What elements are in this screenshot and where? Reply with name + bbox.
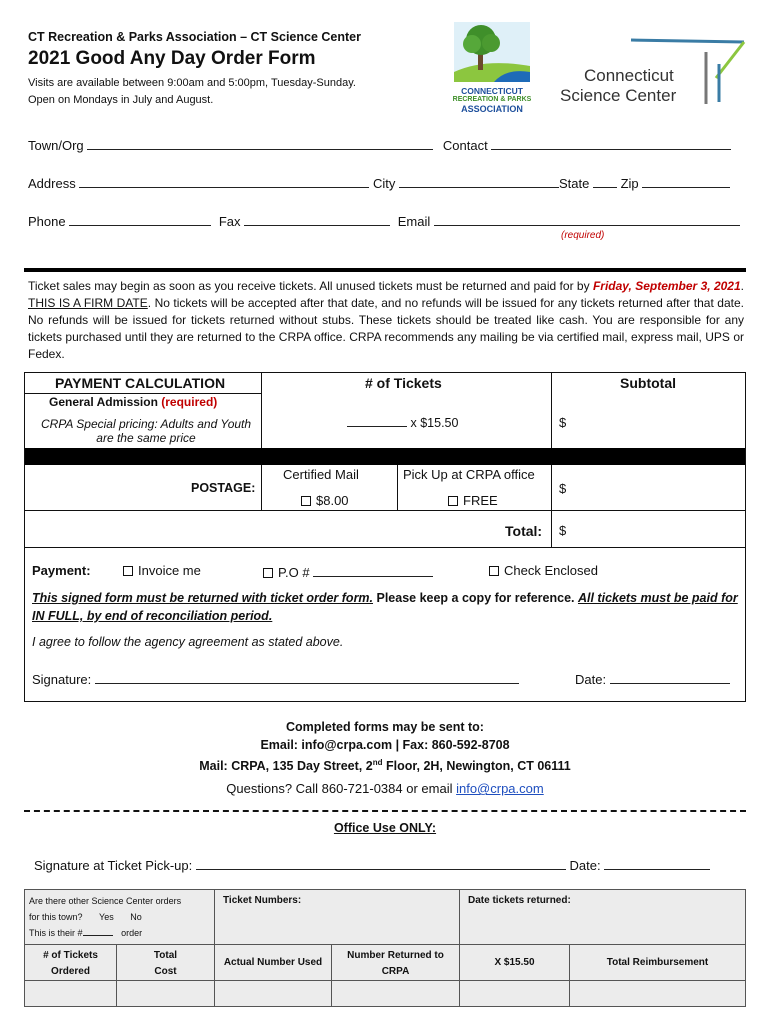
crpa-logo-tree-icon — [444, 22, 540, 84]
office-total-reimb-cell — [570, 945, 746, 981]
send-mail — [0, 754, 770, 775]
send-mail-sup: nd — [372, 758, 383, 767]
office-num-tickets: # of Tickets — [43, 950, 98, 961]
office-table — [24, 889, 746, 1007]
office-total-reimbursement: Total Reimbursement — [606, 957, 709, 968]
po-option[interactable] — [263, 563, 433, 580]
postage-subtotal[interactable]: $ — [559, 481, 567, 496]
fax-input[interactable] — [244, 212, 390, 226]
office-entry-used[interactable] — [215, 981, 332, 1007]
questions-text: Questions? Call 860-721-0384 or email — [226, 781, 457, 797]
general-admission-label — [49, 395, 217, 409]
contact-label: Contact — [442, 138, 488, 153]
pickup-label: Pick Up at CRPA office — [403, 467, 535, 482]
signature-label: Signature: — [32, 672, 92, 687]
city-input[interactable] — [399, 174, 559, 188]
questions-line — [0, 780, 770, 798]
section-divider — [24, 268, 746, 272]
send-mail-street: Mail: CRPA, 135 Day Street, 2 — [199, 759, 373, 774]
address-input[interactable] — [79, 174, 369, 188]
notice-paragraph — [28, 278, 744, 363]
office-date-returned-cell[interactable] — [460, 890, 746, 945]
check-checkbox[interactable] — [489, 566, 499, 576]
total-label: Total: — [505, 523, 543, 539]
terms-paragraph — [32, 589, 738, 625]
crpa-logo-line1: CONNECTICUT — [461, 86, 523, 96]
date-row — [575, 670, 730, 687]
notice-text-2: . — [740, 279, 744, 293]
office-total-cost-cell — [117, 945, 215, 981]
ticket-qty-input[interactable] — [347, 415, 407, 427]
col-payment-calculation: PAYMENT CALCULATION — [55, 375, 226, 391]
signature-input[interactable] — [95, 670, 519, 684]
csc-logo-line1: Connecticut — [584, 66, 674, 85]
certified-mail-label: Certified Mail — [283, 467, 359, 482]
certified-mail-option[interactable] — [301, 493, 349, 508]
office-date-input[interactable] — [604, 856, 710, 870]
state-label: State — [558, 176, 590, 191]
terms-paid-in-full: All tickets must be paid for IN FULL, by end of reconciliation period. — [32, 591, 738, 623]
signature-row — [32, 670, 519, 687]
ticket-qty-row — [347, 415, 458, 430]
general-admission-text: General Admission — [49, 395, 158, 409]
check-option[interactable] — [489, 563, 598, 578]
payment-terms-box — [24, 548, 746, 702]
send-mail-city: Floor, 2H, Newington, CT 06111 — [382, 759, 571, 774]
payment-table-black-bar — [25, 448, 745, 465]
office-order: order — [121, 928, 143, 938]
office-num-returned: Number Returned to — [347, 950, 444, 961]
notice-deadline: Friday, September 3, 2021 — [592, 279, 741, 293]
csc-logo-line2: Science Center — [560, 86, 677, 105]
office-actual-used: Actual Number Used — [223, 957, 323, 968]
office-question-3: This is their — [29, 928, 76, 938]
pickup-checkbox[interactable] — [448, 496, 458, 506]
org-line: CT Recreation & Parks Association – CT Science Center — [28, 30, 361, 44]
terms-signed-form: This signed form must be returned with ticket order form. — [32, 591, 374, 605]
office-entry-reimbursement[interactable] — [570, 981, 746, 1007]
send-section — [0, 718, 770, 798]
col-subtotal: Subtotal — [620, 375, 676, 391]
office-date-label: Date: — [569, 858, 601, 873]
zip-input[interactable] — [642, 174, 730, 188]
phone-input[interactable] — [69, 212, 211, 226]
monday-note: Open on Mondays in July and August. — [28, 94, 214, 106]
csc-logo — [560, 30, 750, 110]
office-x-price-cell — [460, 945, 570, 981]
office-entry-price[interactable] — [460, 981, 570, 1007]
office-ticket-numbers: Ticket Numbers: — [223, 895, 302, 906]
town-label: Town/Org — [28, 138, 84, 153]
office-signature-input[interactable] — [196, 856, 566, 870]
certified-mail-price: $8.00 — [316, 493, 349, 508]
date-input[interactable] — [610, 670, 730, 684]
email-required-note: (required) — [561, 230, 605, 241]
crpa-logo-line2: RECREATION & PARKS — [452, 96, 532, 103]
notice-text-1: Ticket sales may begin as soon as you receive tickets. All unused tickets must be returned and paid for by — [28, 279, 593, 293]
row-address — [28, 174, 730, 191]
visit-hours: Visits are available between 9:00am and 5:00pm, Tuesday-Sunday. — [28, 77, 356, 89]
row-town-contact — [28, 136, 731, 153]
office-heading: Office Use ONLY: — [333, 821, 437, 835]
office-question-2: for this town? — [29, 912, 83, 922]
state-input[interactable] — [593, 174, 617, 188]
contact-input[interactable] — [491, 136, 731, 150]
office-ticket-numbers-cell[interactable] — [215, 890, 460, 945]
office-no[interactable]: No — [130, 912, 142, 922]
email-label: Email — [397, 214, 431, 229]
certified-mail-checkbox[interactable] — [301, 496, 311, 506]
office-actual-used-cell — [215, 945, 332, 981]
address-label: Address — [28, 176, 76, 191]
office-num-tickets-cell — [25, 945, 117, 981]
po-input[interactable] — [313, 563, 433, 577]
crpa-email-link[interactable]: info@crpa.com — [456, 781, 544, 797]
phone-label: Phone — [28, 214, 66, 229]
fax-label: Fax — [218, 214, 241, 229]
office-num-returned-cell — [332, 945, 460, 981]
date-label: Date: — [575, 672, 607, 687]
office-date-returned: Date tickets returned: — [468, 895, 571, 906]
check-label: Check Enclosed — [504, 563, 598, 578]
city-label: City — [372, 176, 396, 191]
send-email-fax: Email: info@crpa.com | Fax: 860-592-8708 — [260, 738, 510, 752]
office-signature-label: Signature at Ticket Pick-up: — [34, 858, 193, 873]
agreement-text: I agree to follow the agency agreement as stated above. — [32, 635, 344, 649]
po-checkbox[interactable] — [263, 568, 273, 578]
invoice-option[interactable] — [123, 563, 201, 578]
town-input[interactable] — [87, 136, 433, 150]
terms-keep-copy: Please keep a copy for reference. — [373, 591, 578, 605]
invoice-label: Invoice me — [138, 563, 201, 578]
office-ordered: Ordered — [51, 966, 90, 977]
office-order-number-input[interactable] — [83, 926, 113, 936]
office-yes[interactable]: Yes — [99, 912, 114, 922]
office-hash: # — [77, 928, 83, 938]
office-entry-ordered[interactable] — [25, 981, 117, 1007]
notice-firm-date: THIS IS A FIRM DATE — [28, 296, 148, 310]
page-title: 2021 Good Any Day Order Form — [28, 48, 316, 69]
notice-text-3: . No tickets will be accepted after that date, and no refunds will be issued for any tickets returned after that date. No refunds will be issued for tickets returned without stubs. These tickets should be treated like cash. You are responsible for any tickets purchased until they are returned to the CRPA office. CRPA recommends any mailing be via certified mail, express mail, UPS or Fedex. — [28, 296, 744, 361]
total-amount[interactable]: $ — [559, 523, 567, 538]
office-x-price: X $15.50 — [494, 957, 535, 968]
general-admission-required: (required) — [161, 395, 218, 409]
payment-label: Payment: — [32, 563, 91, 578]
office-question-cell — [25, 890, 215, 945]
ticket-subtotal[interactable]: $ — [559, 415, 567, 430]
row-phone — [28, 212, 740, 229]
office-total: Total — [153, 950, 178, 961]
office-separator — [24, 810, 746, 812]
col-num-tickets: # of Tickets — [365, 375, 442, 391]
po-label: P.O # — [278, 565, 310, 580]
office-question-1: Are there other Science Center orders — [29, 896, 182, 906]
office-entry-returned[interactable] — [332, 981, 460, 1007]
send-heading: Completed forms may be sent to: — [286, 720, 484, 734]
invoice-checkbox[interactable] — [123, 566, 133, 576]
crpa-special-pricing: CRPA Special pricing: Adults and Youth are the same price — [40, 417, 252, 445]
pickup-free: FREE — [463, 493, 498, 508]
crpa-logo — [444, 22, 540, 114]
zip-label: Zip — [620, 176, 639, 191]
pickup-option[interactable] — [448, 493, 498, 508]
payment-table — [24, 372, 746, 548]
office-entry-cost[interactable] — [117, 981, 215, 1007]
ticket-price: x $15.50 — [410, 416, 459, 430]
postage-label: POSTAGE: — [191, 481, 256, 495]
office-signature-row — [34, 856, 710, 873]
office-cost: Cost — [154, 966, 177, 977]
crpa-logo-line3: ASSOCIATION — [461, 104, 523, 114]
office-crpa: CRPA — [381, 966, 410, 977]
email-input[interactable] — [434, 212, 740, 226]
